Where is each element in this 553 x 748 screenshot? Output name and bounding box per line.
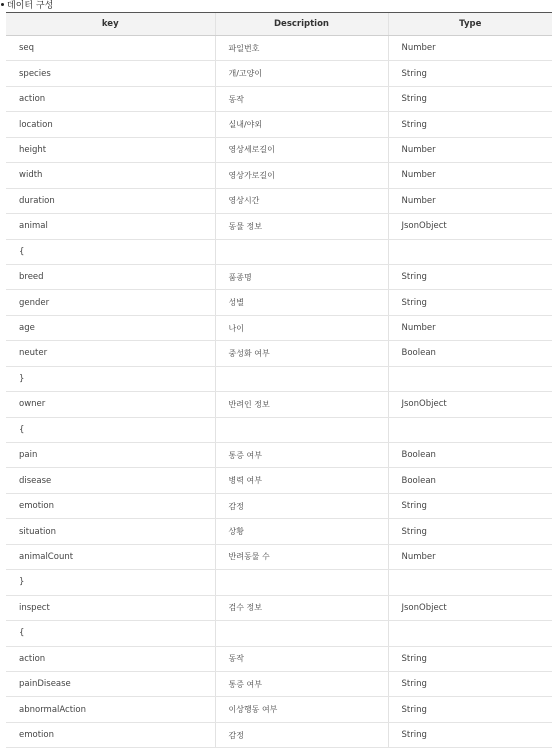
cell-key: breed	[6, 264, 215, 289]
table-row	[6, 264, 552, 289]
cell-description: 성별	[215, 290, 388, 315]
cell-key: disease	[6, 468, 215, 493]
column-header-type: Type	[388, 13, 552, 36]
cell-description: 동작	[215, 646, 388, 671]
cell-description: 검수 정보	[215, 595, 388, 620]
cell-type	[388, 239, 552, 264]
cell-key: action	[6, 86, 215, 111]
cell-type	[388, 417, 552, 442]
cell-description: 영상세로길이	[215, 137, 388, 162]
table-row	[6, 697, 552, 722]
cell-type: Number	[388, 36, 552, 61]
cell-type: String	[388, 519, 552, 544]
cell-type: Number	[388, 163, 552, 188]
column-header-key: key	[6, 13, 215, 36]
cell-description: 영상가로길이	[215, 163, 388, 188]
cell-description: 중성화 여부	[215, 341, 388, 366]
cell-type: String	[388, 697, 552, 722]
cell-type: String	[388, 646, 552, 671]
table-row	[6, 366, 552, 391]
table-row	[6, 621, 552, 646]
table-row	[6, 61, 552, 86]
cell-key: abnormalAction	[6, 697, 215, 722]
table-row	[6, 417, 552, 442]
data-spec-table	[6, 12, 552, 748]
cell-description: 품종명	[215, 264, 388, 289]
cell-description: 감정	[215, 722, 388, 747]
table-row	[6, 239, 552, 264]
cell-key: {	[6, 417, 215, 442]
cell-key: action	[6, 646, 215, 671]
cell-type: Boolean	[388, 443, 552, 468]
cell-type: String	[388, 112, 552, 137]
cell-key: situation	[6, 519, 215, 544]
cell-type: Number	[388, 137, 552, 162]
section-title	[0, 0, 53, 12]
table-row	[6, 315, 552, 340]
table-row	[6, 570, 552, 595]
cell-type: String	[388, 493, 552, 518]
table-row	[6, 493, 552, 518]
cell-key: neuter	[6, 341, 215, 366]
cell-type	[388, 366, 552, 391]
table-row	[6, 468, 552, 493]
cell-type: Number	[388, 315, 552, 340]
table-row	[6, 290, 552, 315]
cell-key: {	[6, 239, 215, 264]
cell-description: 개/고양이	[215, 61, 388, 86]
cell-description: 반려인 정보	[215, 392, 388, 417]
cell-key: emotion	[6, 722, 215, 747]
table-row	[6, 36, 552, 61]
table-header-row	[6, 13, 552, 36]
cell-type: Number	[388, 188, 552, 213]
table-row	[6, 188, 552, 213]
cell-type: JsonObject	[388, 392, 552, 417]
table-row	[6, 86, 552, 111]
cell-description	[215, 366, 388, 391]
cell-key: location	[6, 112, 215, 137]
cell-description: 영상시간	[215, 188, 388, 213]
cell-type: Number	[388, 544, 552, 569]
cell-type: String	[388, 671, 552, 696]
cell-key: emotion	[6, 493, 215, 518]
cell-type	[388, 621, 552, 646]
cell-description: 실내/야외	[215, 112, 388, 137]
cell-key: }	[6, 570, 215, 595]
cell-description	[215, 570, 388, 595]
cell-description: 감정	[215, 493, 388, 518]
table-row	[6, 214, 552, 239]
table-row	[6, 544, 552, 569]
cell-key: painDisease	[6, 671, 215, 696]
cell-description: 병력 여부	[215, 468, 388, 493]
table-row	[6, 722, 552, 747]
cell-description	[215, 239, 388, 264]
cell-description: 동물 정보	[215, 214, 388, 239]
cell-description: 통증 여부	[215, 443, 388, 468]
cell-type: JsonObject	[388, 595, 552, 620]
cell-description: 통증 여부	[215, 671, 388, 696]
table-row	[6, 595, 552, 620]
section-title-text: 데이터 구성	[7, 1, 54, 11]
cell-key: species	[6, 61, 215, 86]
cell-key: animal	[6, 214, 215, 239]
cell-key: seq	[6, 36, 215, 61]
cell-description: 반려동물 수	[215, 544, 388, 569]
table-row	[6, 112, 552, 137]
table-row	[6, 443, 552, 468]
cell-description: 나이	[215, 315, 388, 340]
cell-key: pain	[6, 443, 215, 468]
table-row	[6, 392, 552, 417]
bullet-icon	[1, 3, 4, 6]
cell-description: 파일번호	[215, 36, 388, 61]
cell-key: duration	[6, 188, 215, 213]
cell-key: age	[6, 315, 215, 340]
column-header-description: Description	[215, 13, 388, 36]
table-body	[6, 36, 552, 748]
cell-key: animalCount	[6, 544, 215, 569]
cell-description: 이상행동 여부	[215, 697, 388, 722]
cell-type: JsonObject	[388, 214, 552, 239]
cell-type: String	[388, 290, 552, 315]
table-row	[6, 341, 552, 366]
cell-description: 상황	[215, 519, 388, 544]
cell-type: Boolean	[388, 341, 552, 366]
cell-type: String	[388, 61, 552, 86]
cell-key: {	[6, 621, 215, 646]
cell-key: width	[6, 163, 215, 188]
cell-type: String	[388, 722, 552, 747]
cell-type: Boolean	[388, 468, 552, 493]
cell-type: String	[388, 86, 552, 111]
table-row	[6, 646, 552, 671]
cell-key: owner	[6, 392, 215, 417]
cell-key: height	[6, 137, 215, 162]
cell-type	[388, 570, 552, 595]
cell-key: gender	[6, 290, 215, 315]
cell-description: 동작	[215, 86, 388, 111]
table-row	[6, 671, 552, 696]
cell-key: inspect	[6, 595, 215, 620]
cell-key: }	[6, 366, 215, 391]
cell-description	[215, 621, 388, 646]
table-row	[6, 137, 552, 162]
table-header	[6, 13, 552, 36]
cell-type: String	[388, 264, 552, 289]
table-row	[6, 163, 552, 188]
table-row	[6, 519, 552, 544]
cell-description	[215, 417, 388, 442]
